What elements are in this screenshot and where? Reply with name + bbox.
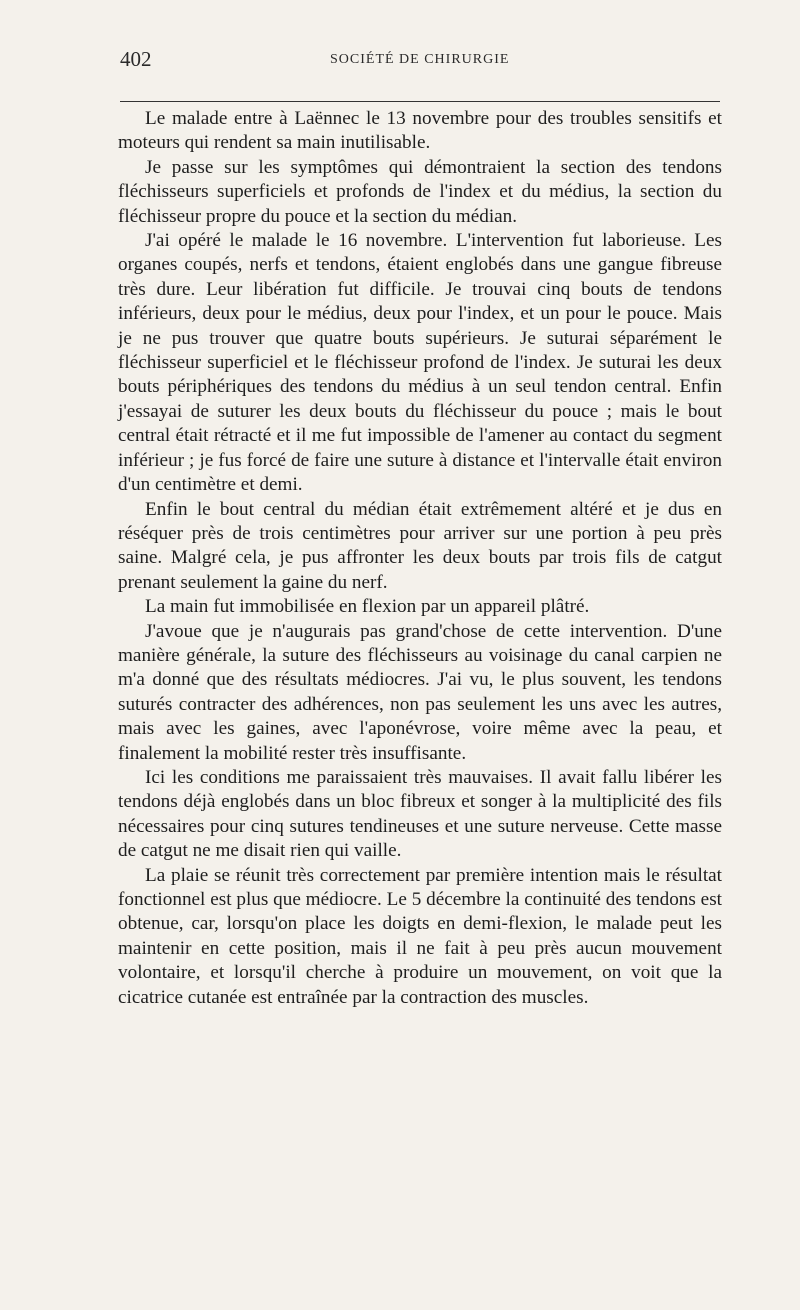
- paragraph: La plaie se réunit très correctement par première intention mais le résultat fonctionnel est plus que médiocre. Le 5 décembre la continuité des tendons est obtenue, car, lorsqu'on place les doigts en demi-flexion, le malade peut les maintenir en cette position, mais il ne fait à peu près aucun mouvement volontaire, et lorsqu'il cherche à produire un mouvement, on voit que la cicatrice cutanée est entraînée par la contraction des muscles.: [118, 864, 722, 1008]
- paragraph: Enfin le bout central du médian était extrêmement altéré et je dus en réséquer près de trois centimètres pour arriver sur une portion à peu près saine. Malgré cela, je pus affronter les deux bouts par trois fils de catgut prenant seulement la gaine du nerf.: [118, 498, 722, 593]
- paragraph: Le malade entre à Laënnec le 13 novembre pour des troubles sensitifs et moteurs qui rendent sa main inutilisable.: [118, 108, 722, 154]
- paragraph: La main fut immobilisée en flexion par un appareil plâtré.: [145, 596, 590, 618]
- header-rule: [120, 101, 720, 102]
- paragraph: J'ai opéré le malade le 16 novembre. L'intervention fut laborieuse. Les organes coupés, nerfs et tendons, étaient englobés dans une gangue fibreuse très dure. Leur libération fut difficile. Je trouvai cinq bouts de tendons inférieurs, deux pour le médius, deux pour l'index, et un pour le pouce. Mais je ne pus trouver que quatre bouts supérieurs. Je suturai séparément le fléchisseur superficiel et le fléchisseur profond de l'index. Je suturai les deux bouts périphériques des tendons du médius à un seul tendon central. Enfin j'essayai de suturer les deux bouts du fléchisseur du pouce ; mais le bout central était rétracté et il me fut impossible de l'amener au contact du segment inférieur ; je fus forcé de faire une suture à distance et l'intervalle était environ d'un centimètre et demi.: [118, 230, 722, 496]
- body-text: [118, 107, 722, 1010]
- paragraph: Ici les conditions me paraissaient très mauvaises. Il avait fallu libérer les tendons déjà englobés dans un bloc fibreux et songer à la multiplicité des fils nécessaires pour cinq sutures tendineuses et une suture nerveuse. Cette masse de catgut ne me disait rien qui vaille.: [118, 766, 722, 862]
- page-header: [120, 47, 720, 77]
- running-head: SOCIÉTÉ DE CHIRURGIE: [330, 52, 510, 67]
- paragraph: J'avoue que je n'augurais pas grand'chose de cette intervention. D'une manière générale, la suture des fléchisseurs au voisinage du canal carpien ne m'a donné que des résultats médiocres. J'ai vu, le plus souvent, les tendons suturés contracter des adhérences, non pas seulement les uns avec les autres, mais avec les gaines, avec l'aponévrose, voire même avec la peau, et finalement la mobilité rester très insuffisante.: [118, 620, 722, 764]
- page-number: 402: [120, 47, 152, 71]
- paragraph: Je passe sur les symptômes qui démontraient la section des tendons fléchisseurs superficiels et profonds de l'index et du médius, la section du fléchisseur propre du pouce et la section du médian.: [118, 156, 722, 227]
